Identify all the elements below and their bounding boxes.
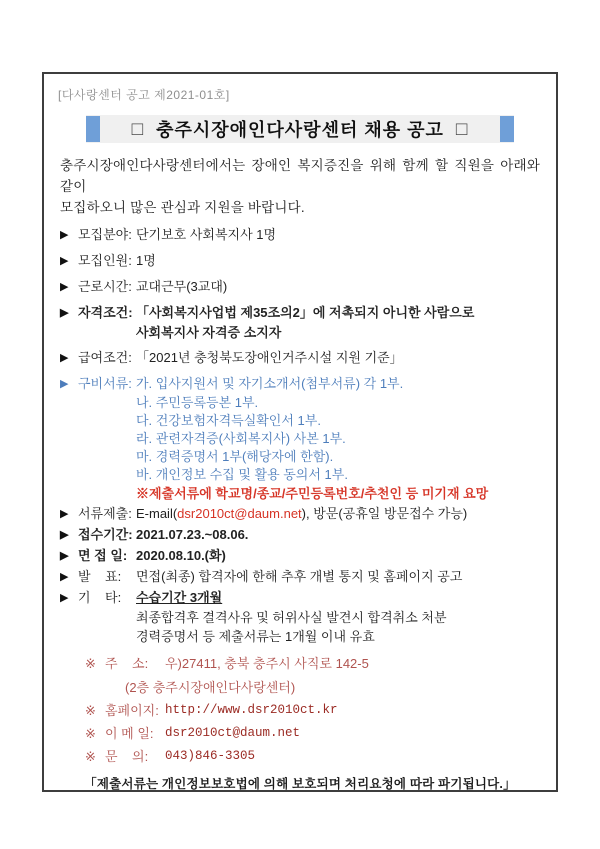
row-interview: [58, 547, 542, 565]
blue-square-left: [86, 116, 100, 142]
title-bar: [86, 115, 514, 143]
row-work-hours: [58, 278, 542, 296]
intro-line2: 모집하오니 많은 관심과 지원을 바랍니다.: [60, 200, 305, 215]
row-label: 기 타:: [78, 590, 122, 605]
row-value: 「사회복지사업법 제35조의2」에 저촉되지 아니한 사람으로: [136, 305, 475, 320]
phone-number: 043)846-3305: [165, 749, 256, 763]
bullet-icon: ▶: [60, 307, 69, 319]
doc-number: [다사랑센터 공고 제2021-01호]: [58, 88, 230, 102]
etc-line1: 수습기간 3개월: [136, 590, 223, 605]
row-value: 1명: [136, 253, 156, 268]
intro-paragraph: [60, 155, 540, 218]
row-label: 발 표:: [78, 569, 122, 584]
documents-item: 다. 건강보험자격득실확인서 1부.: [136, 413, 321, 428]
row-period: [58, 526, 542, 544]
row-salary: [58, 349, 542, 367]
row-submission: [58, 505, 542, 523]
homepage-url: http://www.dsr2010ct.kr: [165, 703, 338, 717]
blue-square-right: [500, 116, 514, 142]
bullet-icon: ▶: [60, 508, 69, 520]
submission-suffix: ), 방문(공휴일 방문접수 가능): [301, 506, 468, 521]
etc-line2: 최종합격후 결격사유 및 허위사실 발견시 합격취소 처분: [136, 610, 447, 625]
footer-row-address: [58, 655, 542, 672]
row-announcement: [58, 568, 542, 586]
row-qualification: [58, 304, 542, 322]
row-value: 2020.08.10.(화): [136, 548, 226, 563]
footer-label: 문 의:: [105, 749, 149, 764]
footer-label: 홈페이지:: [105, 703, 159, 718]
row-label: 모집인원:: [78, 253, 132, 268]
documents-item: 라. 관련자격증(사회복지사) 사본 1부.: [136, 431, 346, 446]
bullet-icon: ▶: [60, 550, 69, 562]
bullet-icon: ▶: [60, 255, 69, 267]
reference-mark-icon: ※: [85, 703, 96, 718]
footer-value: 우)27411, 충북 충주시 사직로 142-5: [165, 656, 369, 671]
page-title: [132, 116, 469, 142]
hollow-square-icon: □: [131, 118, 145, 140]
bullet-icon: ▶: [60, 281, 69, 293]
privacy-notice: 「제출서류는 개인정보보호법에 의해 보호되며 처리요청에 따라 파기됩니다.」: [84, 777, 516, 791]
row-label: 자격조건:: [78, 305, 133, 320]
reference-mark-icon: ※: [85, 749, 96, 764]
row-value: 교대근무(3교대): [136, 279, 228, 294]
reference-mark-icon: ※: [85, 726, 96, 741]
row-value: 2021.07.23.~08.06.: [136, 527, 249, 542]
row-value: 단기보호 사회복지사 1명: [136, 227, 277, 242]
row-label: 모집분야:: [78, 227, 132, 242]
row-recruit-field: [58, 226, 542, 244]
footer-label: 이 메 일:: [105, 726, 154, 741]
documents-warning: ※제출서류에 학교명/종교/주민등록번호/추천인 등 미기재 요망: [136, 486, 489, 501]
bullet-icon: ▶: [60, 378, 69, 390]
notice-document: [42, 72, 558, 792]
row-label: 접수기간:: [78, 527, 133, 542]
bullet-icon: ▶: [60, 571, 69, 583]
row-label: 근로시간:: [78, 279, 132, 294]
documents-item: 나. 주민등록등본 1부.: [136, 395, 259, 410]
footer-address-line2: (2층 충주시장애인다사랑센터): [125, 680, 296, 695]
etc-line3: 경력증명서 등 제출서류는 1개월 이내 유효: [136, 629, 375, 644]
email-address: dsr2010ct@daum.net: [165, 726, 301, 740]
hollow-square-icon: □: [455, 118, 469, 140]
row-recruit-count: [58, 252, 542, 270]
documents-item: 가. 입사지원서 및 자기소개서(첨부서류) 각 1부.: [136, 376, 404, 391]
footer-row-email: [58, 725, 542, 742]
row-label: 구비서류:: [78, 376, 132, 391]
intro-line1: 충주시장애인다사랑센터에서는 장애인 복지증진을 위해 함께 할 직원을 아래와 같이: [60, 158, 540, 194]
submission-email: dsr2010ct@daum.net: [177, 506, 302, 521]
bullet-icon: ▶: [60, 529, 69, 541]
row-value: 면접(최종) 합격자에 한해 추후 개별 통지 및 홈페이지 공고: [136, 569, 463, 584]
documents-item: 마. 경력증명서 1부(해당자에 한함).: [136, 449, 334, 464]
submission-prefix: E-mail(: [136, 506, 178, 521]
row-value: 「2021년 충청북도장애인거주시설 지원 기준」: [136, 350, 403, 365]
row-label: 급여조건:: [78, 350, 132, 365]
qualification-line2: 사회복지사 자격증 소지자: [136, 325, 282, 340]
footer-contact-block: [58, 655, 542, 792]
bullet-icon: ▶: [60, 352, 69, 364]
bullet-icon: ▶: [60, 592, 69, 604]
footer-row-inquiry: [58, 748, 542, 765]
row-etc: [58, 589, 542, 607]
bullet-icon: ▶: [60, 229, 69, 241]
documents-item: 바. 개인정보 수집 및 활용 동의서 1부.: [136, 467, 348, 482]
footer-row-homepage: [58, 702, 542, 719]
title-text: 충주시장애인다사랑센터 채용 공고: [156, 120, 444, 140]
reference-mark-icon: ※: [85, 656, 96, 671]
row-label: 면 접 일:: [78, 548, 128, 563]
row-label: 서류제출:: [78, 506, 132, 521]
row-documents: [58, 375, 542, 393]
row-value: [136, 505, 542, 522]
footer-label: 주 소:: [105, 656, 149, 671]
